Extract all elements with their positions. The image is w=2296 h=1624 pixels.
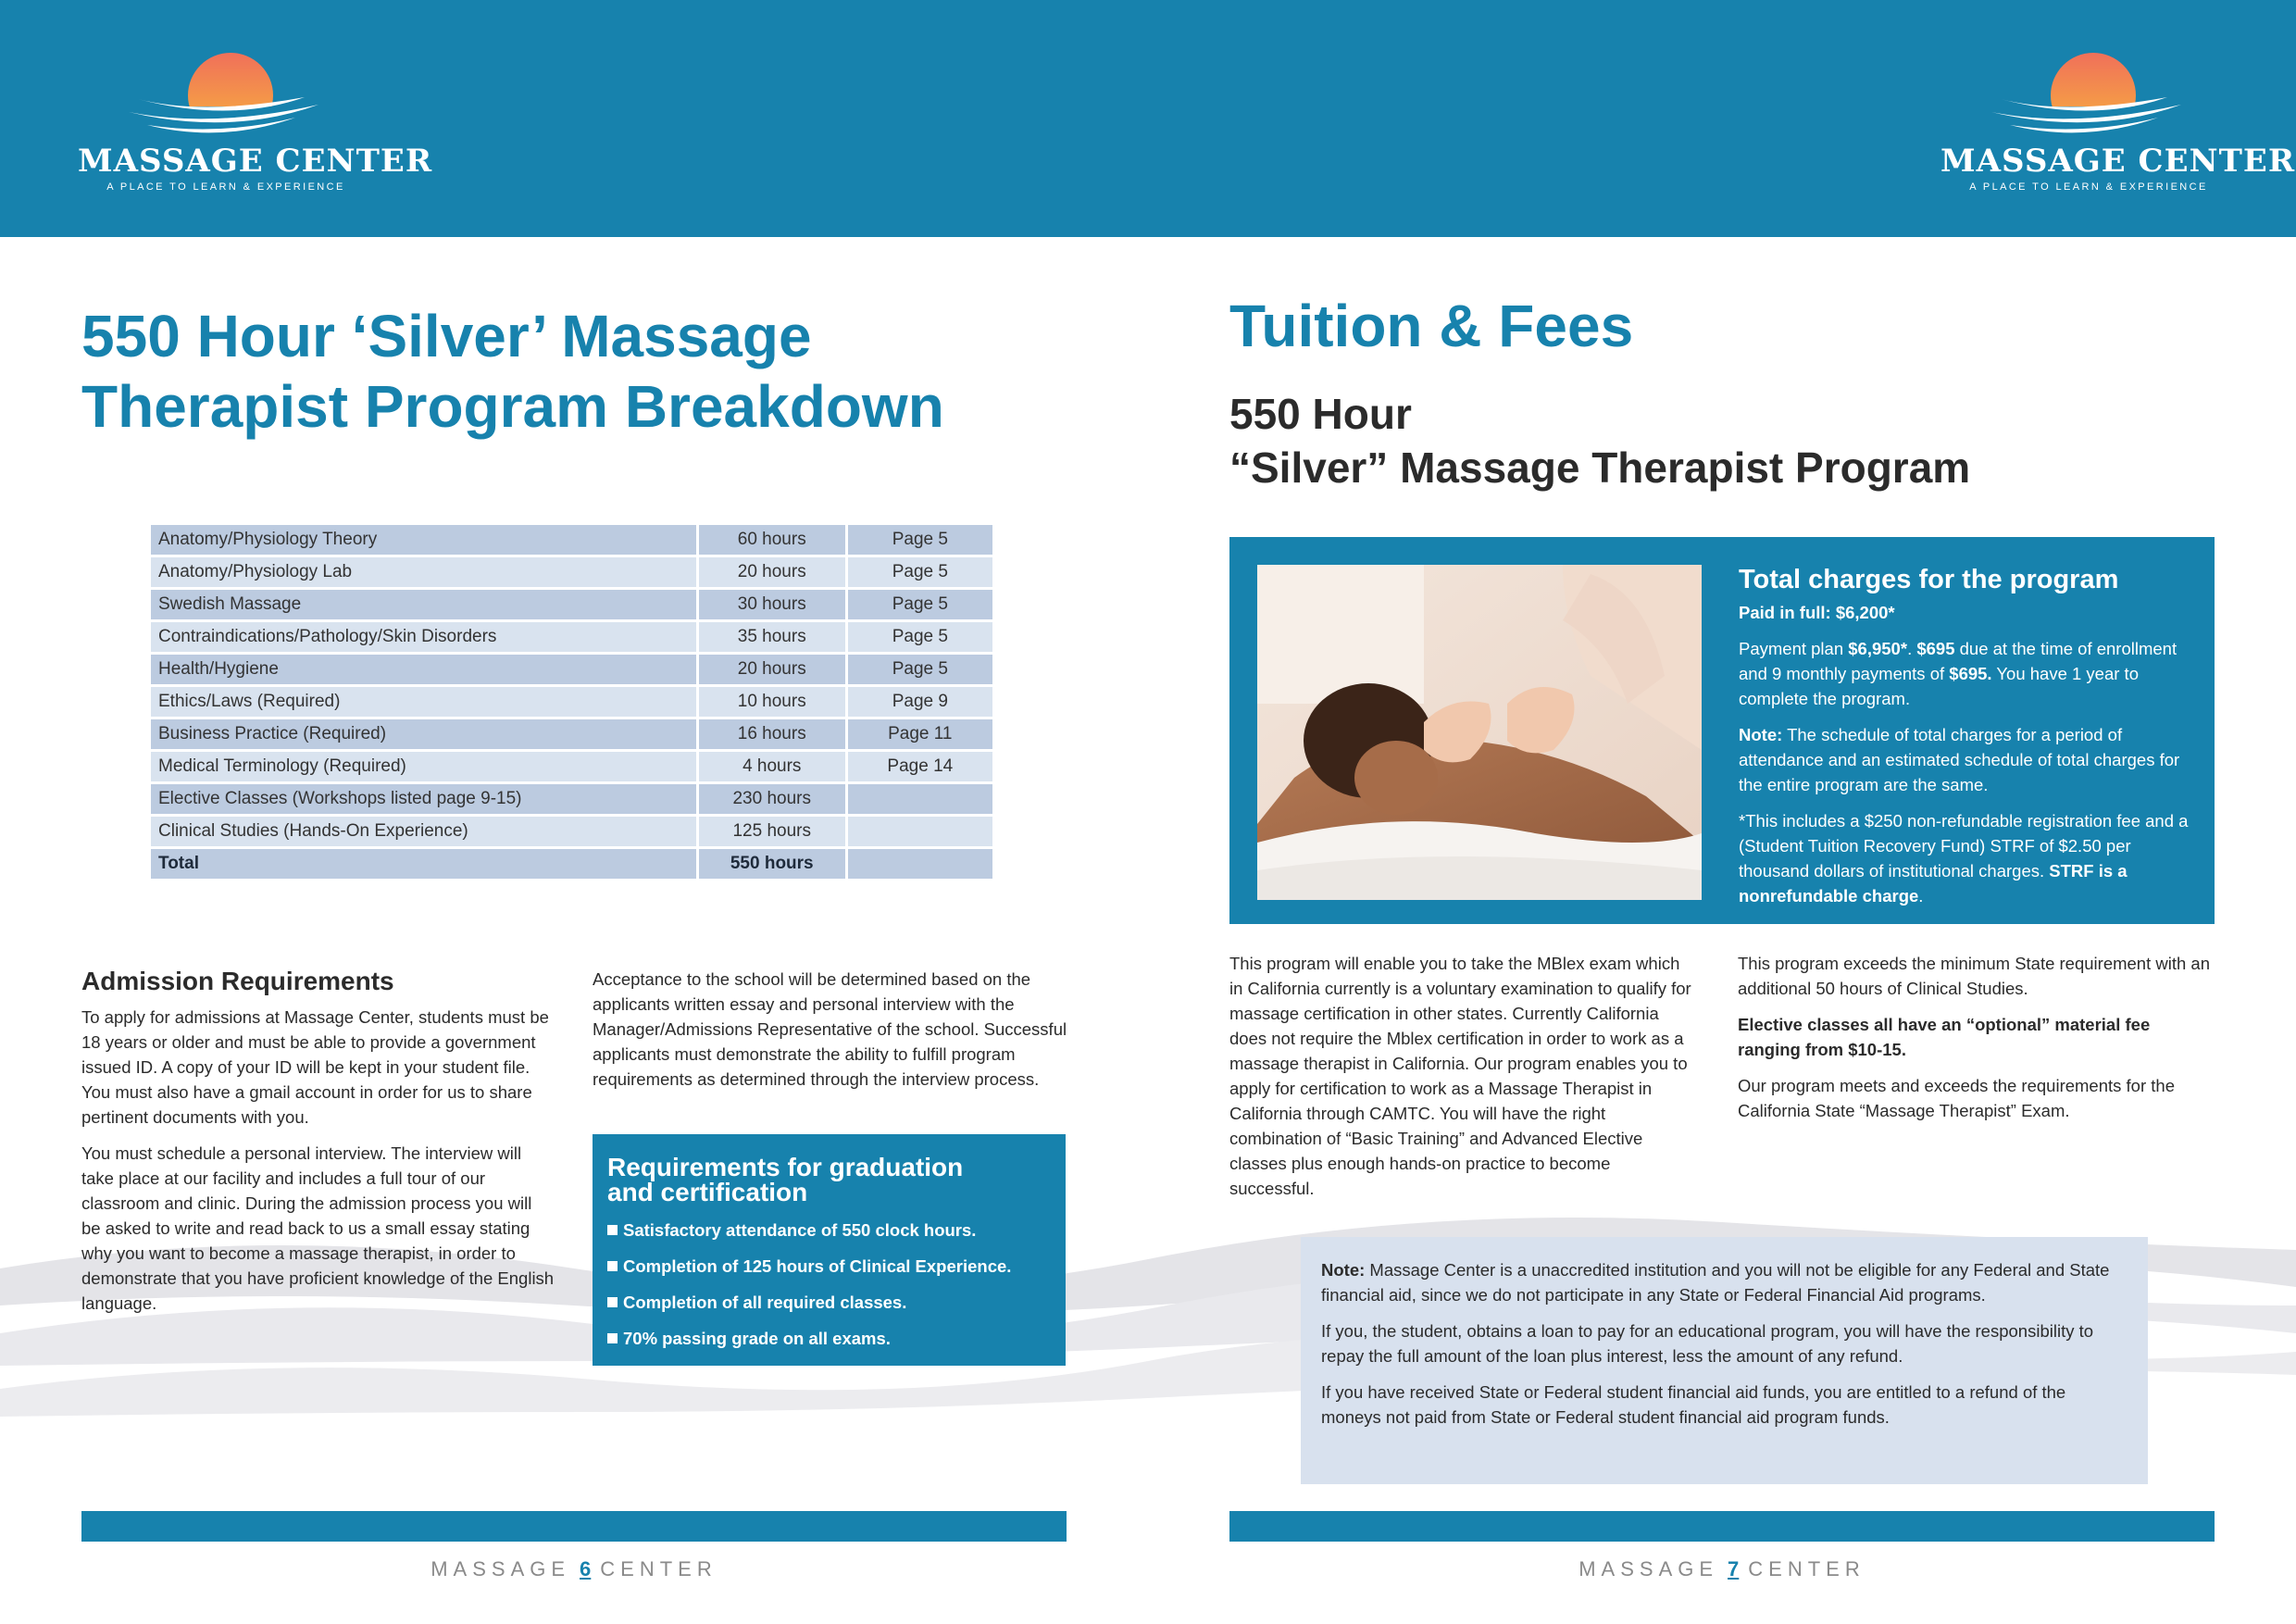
- footer-bar-right: [1229, 1511, 2215, 1542]
- requirement-text: 70% passing grade on all exams.: [623, 1329, 891, 1348]
- page-title-right: Tuition & Fees: [1229, 293, 1634, 359]
- page-title-left: [81, 301, 1100, 442]
- payment-plan-mid: due at the time of enrollment and 9 monthly payments of: [1739, 639, 2177, 683]
- requirement-item: [607, 1326, 1051, 1351]
- strf-text: *This includes a $250 non-refundable registration fee and a (Student Tuition Recovery Fund) STRF of $2.50 per thousand dollars of institutional charges.: [1739, 811, 2189, 881]
- table-cell-course: Total: [150, 848, 698, 881]
- acceptance-paragraph: Acceptance to the school will be determined based on the applicants written essay and personal interview with the Manager/Admissions Representative of the school. Successful applicants must demonstrate the ability to fulfill program requirements as determined through the interview process.: [593, 969, 1067, 1089]
- footer-bar-left: [81, 1511, 1067, 1542]
- charges-title: Total charges for the program: [1739, 565, 2119, 594]
- table-row: [150, 751, 994, 783]
- financial-aid-notice: [1301, 1237, 2148, 1484]
- table-cell-hours: 20 hours: [697, 556, 846, 589]
- page-number: 6: [580, 1557, 592, 1580]
- footer-right: [1229, 1557, 2215, 1581]
- table-cell-page: [846, 848, 993, 881]
- table-row: [150, 556, 994, 589]
- square-bullet-icon: [607, 1333, 618, 1343]
- sunset-wave-icon: [119, 51, 332, 139]
- table-cell-course: Anatomy/Physiology Lab: [150, 556, 698, 589]
- table-row: [150, 848, 994, 881]
- header-banner: [0, 0, 2296, 237]
- table-row: [150, 621, 994, 654]
- acceptance-text: [593, 967, 1074, 1103]
- table-cell-hours: 10 hours: [697, 686, 846, 718]
- logo-tagline: A PLACE TO LEARN & EXPERIENCE: [106, 181, 345, 193]
- table-row: [150, 718, 994, 751]
- exceeds-paragraph: This program exceeds the minimum State requirement with an additional 50 hours of Clinical Studies.: [1738, 954, 2210, 998]
- payment-plan-amount: $6,950*: [1848, 639, 1908, 658]
- table-row: [150, 686, 994, 718]
- requirement-text: Completion of 125 hours of Clinical Experience.: [623, 1256, 1012, 1276]
- table-row: [150, 783, 994, 816]
- massage-photo: [1257, 565, 1702, 900]
- total-charges-box: [1229, 537, 2215, 924]
- admission-paragraph-2: You must schedule a personal interview. The interview will take place at our facility and includes a full tour of our classroom and clinic. During the admission process you will be asked to write and read back to us a small essay stating why you want to become a massage therapist, in order to demonstrate that you have proficient knowledge of the English language.: [81, 1143, 555, 1313]
- strf-note: [1739, 808, 2202, 908]
- program-breakdown-table: [148, 522, 995, 881]
- title-line-2: Therapist Program Breakdown: [81, 373, 944, 440]
- square-bullet-icon: [607, 1297, 618, 1307]
- strf-bold: STRF is a nonrefundable charge: [1739, 861, 2128, 906]
- massage-photo-illustration: [1257, 565, 1702, 900]
- table-cell-page: Page 11: [846, 718, 993, 751]
- square-bullet-icon: [607, 1261, 618, 1271]
- notice-label: Note:: [1321, 1260, 1366, 1280]
- payment-plan-tail: You have 1 year to complete the program.: [1739, 664, 2139, 708]
- table-cell-course: Health/Hygiene: [150, 654, 698, 686]
- table-cell-page: [846, 783, 993, 816]
- payment-plan-monthly: $695.: [1949, 664, 1992, 683]
- table-cell-page: Page 5: [846, 589, 993, 621]
- paid-in-full: Paid in full: $6,200*: [1739, 603, 1895, 622]
- table-row: [150, 524, 994, 556]
- table-cell-hours: 20 hours: [697, 654, 846, 686]
- table-cell-course: Medical Terminology (Required): [150, 751, 698, 783]
- program-subtitle: [1229, 387, 2155, 494]
- note-text: The schedule of total charges for a period of attendance and an estimated schedule of total charges for the entire program are the same.: [1739, 725, 2180, 794]
- table-cell-hours: 4 hours: [697, 751, 846, 783]
- table-row: [150, 589, 994, 621]
- admission-text: [81, 1005, 555, 1327]
- strf-end: .: [1918, 886, 1924, 906]
- payment-plan-lead: Payment plan: [1739, 639, 1849, 658]
- table-cell-course: Elective Classes (Workshops listed page 9-15): [150, 783, 698, 816]
- table-cell-hours: 30 hours: [697, 589, 846, 621]
- table-cell-course: Ethics/Laws (Required): [150, 686, 698, 718]
- footer-brand-left: MASSAGE: [1578, 1557, 1719, 1580]
- sunset-wave-icon: [1982, 51, 2195, 139]
- requirements-title: [607, 1155, 1051, 1205]
- notice-paragraph-1: [1321, 1257, 2129, 1307]
- table-cell-page: Page 5: [846, 556, 993, 589]
- subtitle-line-2: “Silver” Massage Therapist Program: [1229, 443, 1971, 492]
- table-cell-course: Clinical Studies (Hands-On Experience): [150, 816, 698, 848]
- charges-text: [1739, 561, 2202, 919]
- payment-plan-sep: .: [1907, 639, 1917, 658]
- logo-tagline: A PLACE TO LEARN & EXPERIENCE: [1969, 181, 2208, 193]
- logo-name: MASSAGE CENTER: [1940, 143, 2296, 180]
- table-cell-hours: 125 hours: [697, 816, 846, 848]
- table-cell-course: Contraindications/Pathology/Skin Disorders: [150, 621, 698, 654]
- requirement-item: [607, 1218, 1051, 1243]
- footer-brand-right: CENTER: [1748, 1557, 1866, 1580]
- footer-brand-right: CENTER: [600, 1557, 718, 1580]
- notice-text-1: Massage Center is a unaccredited institution and you will not be eligible for any Federal and State financial aid, since we do not participate in any State or Federal Financial Aid programs.: [1321, 1260, 2110, 1305]
- subtitle-line-1: 550 Hour: [1229, 390, 1412, 438]
- requirement-item: [607, 1254, 1051, 1279]
- payment-plan: [1739, 636, 2202, 711]
- table-cell-hours: 35 hours: [697, 621, 846, 654]
- table-cell-hours: 550 hours: [697, 848, 846, 881]
- mblex-paragraph: This program will enable you to take the MBlex exam which in California currently is a voluntary examination to qualify for massage certification in other states. Currently California does not require the Mblex certification in order to work as a massage therapist in California. Our program enables you to apply for certification to work as a Massage Therapist in California through CAMTC. You will have the right combination of “Basic Training” and Advanced Elective classes plus enough hands-on practice to become successful.: [1229, 954, 1691, 1198]
- mblex-text: [1229, 951, 1697, 1212]
- table-row: [150, 654, 994, 686]
- admission-heading: Admission Requirements: [81, 967, 394, 995]
- table-cell-page: Page 9: [846, 686, 993, 718]
- title-line-1: 550 Hour ‘Silver’ Massage: [81, 303, 812, 369]
- logo-left: [78, 51, 433, 199]
- table-cell-page: Page 5: [846, 654, 993, 686]
- program-notes: [1738, 951, 2210, 1134]
- table-cell-course: Swedish Massage: [150, 589, 698, 621]
- notice-paragraph-3: If you have received State or Federal student financial aid funds, you are entitled to a refund of the moneys not paid from State or Federal student financial aid program funds.: [1321, 1382, 2066, 1427]
- requirement-item: [607, 1290, 1051, 1315]
- admission-paragraph-1: To apply for admissions at Massage Center, students must be 18 years or older and must be able to provide a government issued ID. A copy of your ID will be kept in your student file. You must also have a gmail account in order for us to share pertinent documents with you.: [81, 1007, 549, 1127]
- square-bullet-icon: [607, 1225, 618, 1235]
- table-cell-hours: 230 hours: [697, 783, 846, 816]
- meets-paragraph: Our program meets and exceeds the requirements for the California State “Massage Therapist” Exam.: [1738, 1076, 2175, 1120]
- table-cell-page: Page 14: [846, 751, 993, 783]
- table-cell-page: Page 5: [846, 524, 993, 556]
- table-cell-hours: 16 hours: [697, 718, 846, 751]
- footer-left: [81, 1557, 1067, 1581]
- note-label: Note:: [1739, 725, 1783, 744]
- page-number: 7: [1728, 1557, 1740, 1580]
- charges-note: [1739, 722, 2202, 797]
- requirement-text: Completion of all required classes.: [623, 1293, 907, 1312]
- elective-fee-paragraph: Elective classes all have an “optional” material fee ranging from $10-15.: [1738, 1015, 2151, 1059]
- table-cell-course: Anatomy/Physiology Theory: [150, 524, 698, 556]
- table-cell-page: [846, 816, 993, 848]
- notice-paragraph-2: If you, the student, obtains a loan to pay for an educational program, you will have the responsibility to repay the full amount of the loan plus interest, less the amount of any refund.: [1321, 1321, 2094, 1366]
- table-cell-hours: 60 hours: [697, 524, 846, 556]
- logo-name: MASSAGE CENTER: [78, 143, 433, 180]
- table-cell-course: Business Practice (Required): [150, 718, 698, 751]
- footer-brand-left: MASSAGE: [430, 1557, 571, 1580]
- payment-plan-down: $695: [1916, 639, 1955, 658]
- table-row: [150, 816, 994, 848]
- requirements-title-line-1: Requirements for graduation: [607, 1153, 964, 1181]
- requirements-title-line-2: and certification: [607, 1178, 808, 1206]
- requirement-text: Satisfactory attendance of 550 clock hours.: [623, 1220, 977, 1240]
- table-cell-page: Page 5: [846, 621, 993, 654]
- graduation-requirements-box: [593, 1134, 1066, 1366]
- logo-right: [1940, 51, 2296, 199]
